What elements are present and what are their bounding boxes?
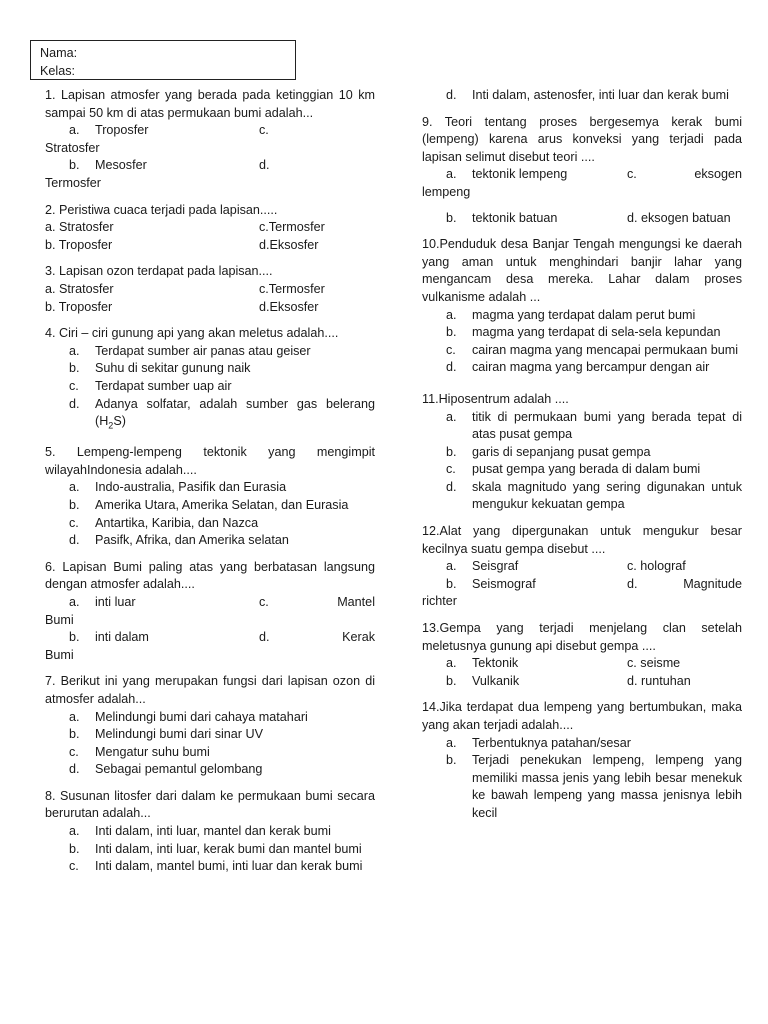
option-row xyxy=(45,219,375,237)
option-text-main: Adanya solfatar, adalah sumber gas belerang (H xyxy=(95,396,375,429)
option-c: c.Termosfer xyxy=(259,220,325,235)
question-3 xyxy=(45,263,375,316)
option-letter: c. xyxy=(69,378,79,393)
option-text-end: S) xyxy=(113,414,126,429)
question-7 xyxy=(45,673,375,779)
option-letter: d. xyxy=(627,576,638,591)
option-row xyxy=(45,237,375,255)
option-text-wrap: richter xyxy=(422,594,457,609)
option-c: c.Termosfer xyxy=(259,281,325,296)
option-text: Terdapat sumber air panas atau geiser xyxy=(95,343,311,358)
question-text: 2. Peristiwa cuaca terjadi pada lapisan..... xyxy=(45,202,278,217)
option-text: Mengatur suhu bumi xyxy=(95,744,210,759)
option-text: tektonik lempeng xyxy=(472,167,568,182)
option-row xyxy=(422,166,742,184)
question-text: 4. Ciri – ciri gunung api yang akan meletus adalah.... xyxy=(45,326,339,341)
option-letter: a. xyxy=(446,167,457,182)
option-letter: b. xyxy=(69,361,80,376)
option-row xyxy=(422,558,742,576)
question-text: 12.Alat yang dipergunakan untuk mengukur besar kecilnya suatu gempa disebut .... xyxy=(422,524,742,556)
question-9 xyxy=(422,114,742,228)
name-class-box xyxy=(30,40,296,80)
option-text: Troposfer xyxy=(95,123,149,138)
option-text: Terjadi penekukan lempeng, lempeng yang memiliki massa jenis yang lebih besar menekuk ke bawah lempeng yang massa jenisnya lebih kecil xyxy=(472,753,742,820)
option-letter: b. xyxy=(69,841,80,856)
kelas-label: Kelas: xyxy=(40,64,76,78)
option-letter: c. xyxy=(259,594,269,609)
option-c: c. seisme xyxy=(627,656,681,671)
option-text: inti luar xyxy=(95,594,136,609)
option-letter: a. xyxy=(446,409,457,424)
option-letter: b. xyxy=(69,727,80,742)
option-d xyxy=(422,479,742,514)
option-c xyxy=(45,515,375,533)
subscript: 2 xyxy=(108,420,114,431)
option-letter: d. xyxy=(446,360,457,375)
option-text: Inti dalam, mantel bumi, inti luar dan kerak bumi xyxy=(95,859,363,874)
option-b: b. Troposfer xyxy=(45,299,113,314)
option-b xyxy=(45,841,375,859)
option-text: magma yang terdapat di sela-sela kepundan xyxy=(472,325,721,340)
option-letter: c. xyxy=(446,462,456,477)
option-c xyxy=(45,378,375,396)
option-d xyxy=(45,532,375,550)
option-text-wrap: lempeng xyxy=(422,184,471,199)
option-letter: c. xyxy=(446,342,456,357)
option-row xyxy=(45,157,375,175)
option-d xyxy=(45,396,375,436)
option-b: b. Troposfer xyxy=(45,237,113,252)
option-text: Terdapat sumber uap air xyxy=(95,378,232,393)
question-text: 6. Lapisan Bumi paling atas yang berbatasan langsung dengan atmosfer adalah.... xyxy=(45,559,375,592)
question-13 xyxy=(422,620,742,690)
option-text: Melindungi bumi dari cahaya matahari xyxy=(95,709,308,724)
option-text: Inti dalam, inti luar, mantel dan kerak bumi xyxy=(95,824,331,839)
question-1 xyxy=(45,87,375,193)
option-text: Termosfer xyxy=(45,175,101,190)
option-letter: d. xyxy=(69,533,80,548)
option-text: Pasifk, Afrika, dan Amerika selatan xyxy=(95,533,289,548)
question-text: 14.Jika terdapat dua lempeng yang bertumbukan, maka yang akan terjadi adalah.... xyxy=(422,700,742,732)
option-letter: c. xyxy=(69,515,79,530)
option-b xyxy=(422,752,742,822)
option-text: cairan magma yang bercampur dengan air xyxy=(472,360,710,375)
option-letter: b. xyxy=(69,630,80,645)
question-8-continued xyxy=(422,87,742,105)
option-text: Terbentuknya patahan/sesar xyxy=(472,735,631,750)
option-letter: a. xyxy=(446,559,457,574)
option-text: Inti dalam, inti luar, kerak bumi dan mantel bumi xyxy=(95,841,362,856)
question-text: 1. Lapisan atmosfer yang berada pada ketinggian 10 km sampai 50 km di atas permukaan bumi adalah... xyxy=(45,88,375,120)
option-row xyxy=(45,629,375,647)
option-a: a. Stratosfer xyxy=(45,281,114,296)
option-d: d.Eksosfer xyxy=(259,299,319,314)
option-letter: b. xyxy=(446,673,457,688)
option-text: magma yang terdapat dalam perut bumi xyxy=(472,307,696,322)
option-row xyxy=(422,673,742,691)
option-a xyxy=(45,343,375,361)
option-text: Seismograf xyxy=(472,576,536,591)
option-row xyxy=(422,576,742,594)
option-a xyxy=(45,823,375,841)
option-c xyxy=(422,342,742,360)
option-text: Magnitude xyxy=(683,576,742,591)
question-12 xyxy=(422,523,742,611)
option-letter: a. xyxy=(69,594,80,609)
left-column xyxy=(45,87,375,885)
option-b xyxy=(45,497,375,515)
option-d: d. runtuhan xyxy=(627,673,691,688)
question-10 xyxy=(422,236,742,377)
question-text: 11.Hiposentrum adalah .... xyxy=(422,391,569,406)
option-text-wrap: Bumi xyxy=(45,612,74,627)
option-letter: b. xyxy=(69,158,80,173)
option-letter: c. xyxy=(69,744,79,759)
option-c xyxy=(45,744,375,762)
option-b xyxy=(45,726,375,744)
option-text: Sebagai pemantul gelombang xyxy=(95,762,263,777)
option-c: c. holograf xyxy=(627,559,686,574)
option-row xyxy=(422,210,742,228)
option-letter: c. xyxy=(627,167,637,182)
option-text: Antartika, Karibia, dan Nazca xyxy=(95,515,259,530)
option-b xyxy=(45,360,375,378)
option-text xyxy=(95,396,375,436)
option-b xyxy=(422,324,742,342)
option-a xyxy=(422,735,742,753)
option-letter: a. xyxy=(69,480,80,495)
option-letter: b. xyxy=(446,753,457,768)
option-d xyxy=(422,87,742,105)
nama-label: Nama: xyxy=(40,46,78,60)
option-letter: b. xyxy=(69,497,80,512)
option-letter: b. xyxy=(446,210,457,225)
option-text: garis di sepanjang pusat gempa xyxy=(472,444,651,459)
question-6 xyxy=(45,559,375,665)
option-text: skala magnitudo yang sering digunakan untuk mengukur kekuatan gempa xyxy=(472,479,742,512)
option-letter: d. xyxy=(446,479,457,494)
question-text: 8. Susunan litosfer dari dalam ke permukaan bumi secara berurutan adalah... xyxy=(45,788,375,821)
option-d xyxy=(45,761,375,779)
question-14 xyxy=(422,699,742,822)
question-8 xyxy=(45,788,375,876)
option-letter: a. xyxy=(446,735,457,750)
option-letter: d. xyxy=(446,88,457,102)
option-a xyxy=(422,307,742,325)
option-d xyxy=(422,359,742,377)
option-text: Tektonik xyxy=(472,656,519,671)
question-2 xyxy=(45,202,375,255)
option-row xyxy=(45,594,375,612)
option-letter: d. xyxy=(259,158,270,173)
option-letter: c. xyxy=(69,859,79,874)
option-d: d.Eksosfer xyxy=(259,237,319,252)
option-letter: d. xyxy=(69,762,80,777)
question-text: 3. Lapisan ozon terdapat pada lapisan.... xyxy=(45,264,273,279)
question-text: 10.Penduduk desa Banjar Tengah mengungsi ke daerah yang aman untuk menghindari banjir lahar yang mengancam desa mereka. Lahar dalam proses vulkanisme adalah ... xyxy=(422,237,742,304)
option-text: Indo-australia, Pasifik dan Eurasia xyxy=(95,480,287,495)
option-c xyxy=(422,461,742,479)
option-text: Vulkanik xyxy=(472,673,520,688)
option-text: titik di permukaan bumi yang berada tepat di atas pusat gempa xyxy=(472,409,742,442)
option-text: eksogen xyxy=(694,167,742,182)
option-text: Suhu di sekitar gunung naik xyxy=(95,361,251,376)
option-text: Mantel xyxy=(337,594,375,609)
option-row xyxy=(45,122,375,140)
option-text: Amerika Utara, Amerika Selatan, dan Eurasia xyxy=(95,497,349,512)
question-text: 5. Lempeng-lempeng tektonik yang mengimpit wilayahIndonesia adalah.... xyxy=(45,445,375,477)
option-a xyxy=(422,409,742,444)
question-5 xyxy=(45,444,375,550)
option-c xyxy=(45,858,375,876)
question-text: 7. Berikut ini yang merupakan fungsi dari lapisan ozon di atmosfer adalah... xyxy=(45,674,375,706)
option-letter: b. xyxy=(446,576,457,591)
option-text: Stratosfer xyxy=(45,140,100,155)
option-text: pusat gempa yang berada di dalam bumi xyxy=(472,462,701,477)
option-letter: a. xyxy=(69,824,80,839)
option-text-wrap: Bumi xyxy=(45,647,74,662)
option-a xyxy=(45,479,375,497)
option-letter: d. xyxy=(69,396,80,411)
option-text: Kerak xyxy=(342,630,375,645)
question-11 xyxy=(422,391,742,514)
right-column xyxy=(422,87,742,832)
option-text: Inti dalam, astenosfer, inti luar dan kerak bumi xyxy=(472,88,729,102)
option-text: tektonik batuan xyxy=(472,210,558,225)
option-letter: b. xyxy=(446,325,457,340)
option-letter: b. xyxy=(446,444,457,459)
option-a xyxy=(45,709,375,727)
question-text: 9. Teori tentang proses bergesemya kerak bumi (lempeng) karena arus konveksi yang terjadi pada lapisan selimut disebut teori .... xyxy=(422,114,742,164)
option-text: cairan magma yang mencapai permukaan bumi xyxy=(472,342,739,357)
option-letter: c. xyxy=(259,123,269,138)
option-text: Melindungi bumi dari sinar UV xyxy=(95,727,263,742)
option-row xyxy=(422,655,742,673)
option-d: d. eksogen batuan xyxy=(627,210,731,225)
option-letter: a. xyxy=(69,709,80,724)
option-letter: a. xyxy=(446,656,457,671)
option-letter: a. xyxy=(69,123,80,138)
option-text: Seisgraf xyxy=(472,559,519,574)
question-4 xyxy=(45,325,375,435)
option-row xyxy=(45,299,375,317)
option-row xyxy=(45,281,375,299)
option-a: a. Stratosfer xyxy=(45,220,114,235)
option-letter: d. xyxy=(259,630,270,645)
option-letter: a. xyxy=(69,343,80,358)
option-letter: a. xyxy=(446,307,457,322)
option-text: Mesosfer xyxy=(95,158,147,173)
question-text: 13.Gempa yang terjadi menjelang clan setelah meletusnya gunung api disebut gempa .... xyxy=(422,621,742,653)
option-b xyxy=(422,444,742,462)
option-text: inti dalam xyxy=(95,630,149,645)
